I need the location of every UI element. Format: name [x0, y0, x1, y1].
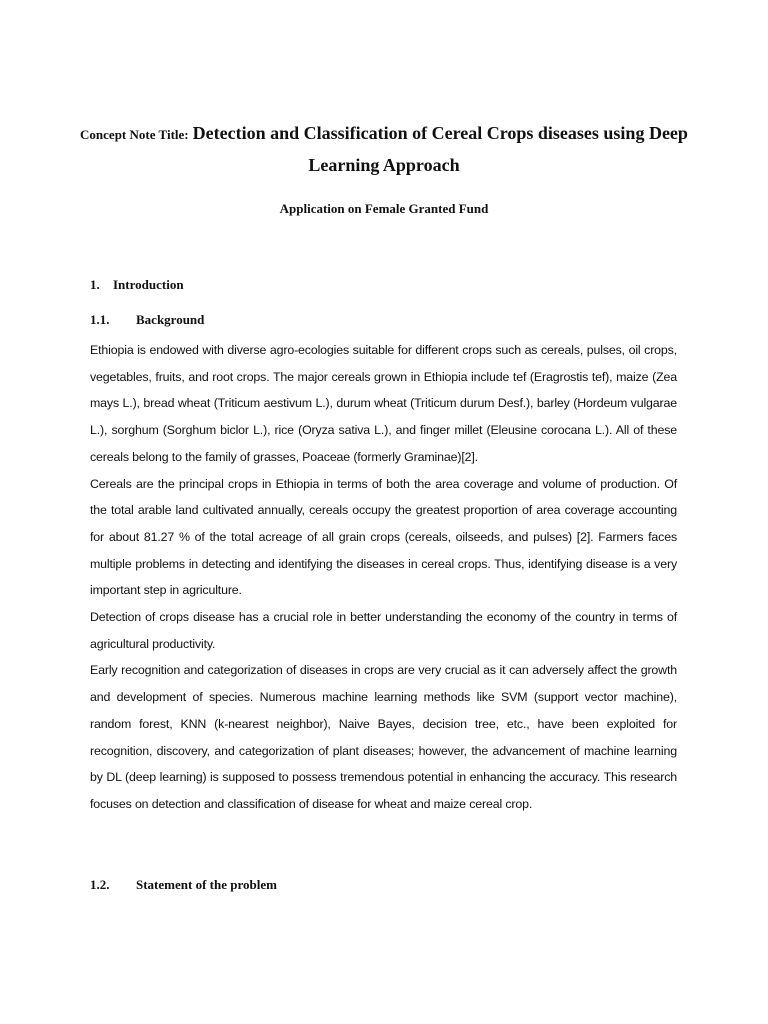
body-text — [90, 337, 677, 818]
concept-note-title — [60, 118, 708, 182]
paragraph: Detection of crops disease has a crucial role in better understanding the economy of the country in terms of agricultural productivity. — [90, 610, 677, 651]
subtitle: Application on Female Granted Fund — [279, 201, 489, 216]
title-label: Concept Note Title: — [80, 127, 189, 142]
section-number: 1.1. — [90, 312, 110, 327]
section-title: Statement of the problem — [136, 877, 277, 892]
section-heading-introduction — [90, 277, 184, 293]
paragraph: Cereals are the principal crops in Ethiopia in terms of both the area coverage and volume of production. Of the total arable land cultivated annually, cereals occupy the greatest proportion of area coverage accounting for about 81.27 % of the total acreage of all grain crops (cereals, oilseeds, and pulses) [2]. Farmers faces multiple problems in detecting and identifying the diseases in cereal crops. Thus, identifying disease is a very important step in agriculture. — [90, 476, 677, 598]
section-heading-statement-of-problem — [90, 877, 277, 893]
section-number: 1.2. — [90, 877, 110, 892]
paragraph: Ethiopia is endowed with diverse agro-ecologies suitable for different crops such as cereals, pulses, oil crops, vegetables, fruits, and root crops. The major cereals grown in Ethiopia include tef (Eragrostis tef), maize (Zea mays L.), bread wheat (Triticum aestivum L.), durum wheat (Triticum durum Desf.), barley (Hordeum vulgarae L.), sorghum (Sorghum biclor L.), rice (Oryza sativa L.), and finger millet (Eleusine corocana L.). All of these cereals belong to the family of grasses, Poaceae (formerly Graminae)[2]. — [90, 343, 677, 464]
section-title: Background — [136, 312, 205, 327]
title-main: Detection and Classification of Cereal Crops diseases using Deep Learning Approach — [192, 123, 688, 175]
section-title: Introduction — [113, 277, 184, 292]
paragraph: Early recognition and categorization of diseases in crops are very crucial as it can adversely affect the growth and development of species. Numerous machine learning methods like SVM (support vector machine), random forest, KNN (k-nearest neighbor), Naive Bayes, decision tree, etc., have been exploited for recognition, discovery, and categorization of plant diseases; however, the advancement of machine learning by DL (deep learning) is supposed to possess tremendous potential in enhancing the accuracy. This research focuses on detection and classification of disease for wheat and maize cereal crop. — [90, 663, 677, 811]
section-number: 1. — [90, 277, 100, 292]
section-heading-background — [90, 312, 204, 328]
